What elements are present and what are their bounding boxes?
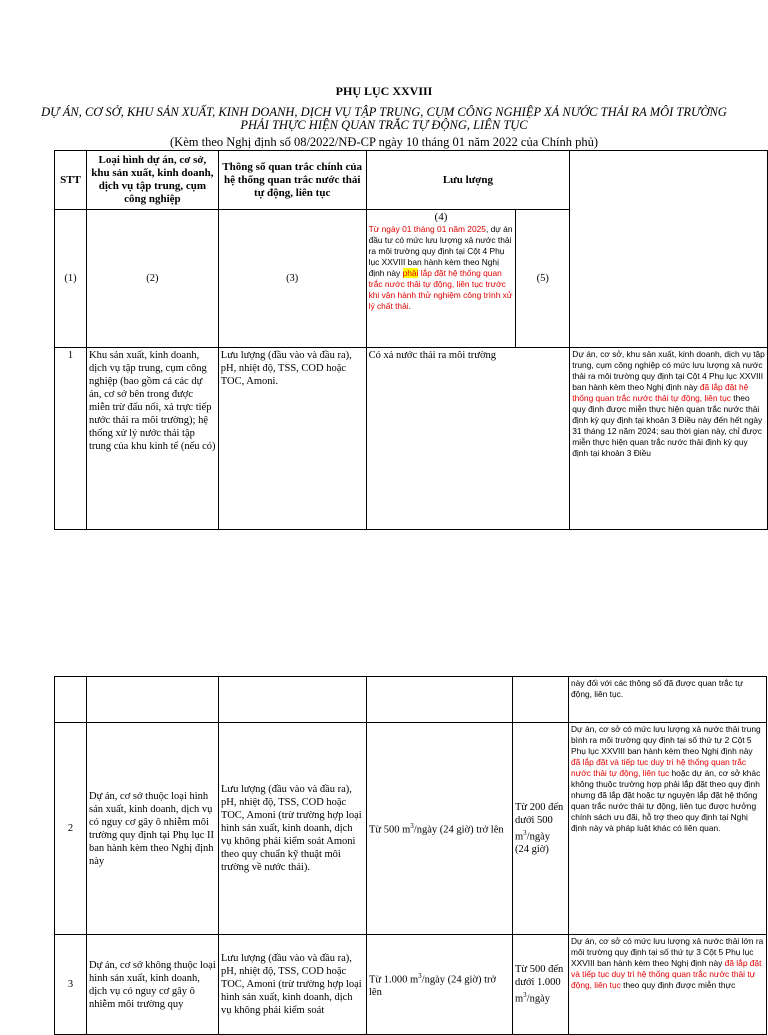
row2-flow5: Từ 200 đến dưới 500 $m^3$/ngày (24 giờ) — [513, 723, 569, 935]
cont-stt — [55, 677, 87, 723]
monitoring-table-part1 — [54, 150, 768, 530]
row3-type: Dự án, cơ sở không thuộc loại hình sản xuất, kinh doanh, dịch vụ có nguy cơ gây ô nhiễm môi trường quy — [87, 935, 219, 1035]
row3-note: Dự án, cơ sở có mức lưu lượng xả nước thải lớn ra môi trường quy định tại số thứ tự 3 Cột 5 Phụ lục XXVIII ban hành kèm theo Nghị định này đã lắp đặt và tiếp tục duy trì hệ thống quan trắc nước thải tự động, liên tục theo quy định được miễn thực — [569, 935, 767, 1035]
row1-flow: Có xả nước thải ra môi trường — [366, 348, 570, 530]
row3-stt: 3 — [55, 935, 87, 1035]
row1-type: Khu sản xuất, kinh doanh, dịch vụ tập trung, cụm công nghiệp (bao gồm cả các dự án, cơ sở bên trong được miễn trừ đấu nối, xả trực tiếp nước thải ra môi trường); hệ thống xử lý nước thải tập trung của khu kinh tế (nếu có) — [86, 348, 218, 530]
row2-note: Dự án, cơ sở có mức lưu lượng xả nước thải trung bình ra môi trường quy định tại số thứ tự 2 Cột 5 Phụ lục XXVIII ban hành kèm theo Nghị định này đã lắp đặt và tiếp tục duy trì hệ thống quan trắc nước thải tự động, liên tục hoặc dự án, cơ sở khác không thuộc trường hợp phải lắp đặt theo quy định nhưng đã lắp đặt hoặc tự nguyện lắp đặt hệ thống quan trắc nước thải tự động, liên tục được hưởng chính sách ưu đãi, hỗ trợ theo quy định tại Nghị định này và pháp luật khác có liên quan. — [569, 723, 767, 935]
row3-flow5: Từ 500 đến dưới 1.000 $m^3$/ngày — [513, 935, 569, 1035]
header-col6-empty — [570, 151, 768, 348]
table-row — [55, 677, 767, 723]
header-col2: Loại hình dự án, cơ sở, khu sản xuất, kinh doanh, dịch vụ tập trung, cụm công nghiệp — [86, 151, 218, 210]
row2-type: Dự án, cơ sở thuộc loại hình sản xuất, kinh doanh, dịch vụ có nguy cơ gây ô nhiễm môi trường quy định tại Phụ lục II ban hành kèm theo Nghị định này — [87, 723, 219, 935]
appendix-subtitle-line2: PHẢI THỰC HIỆN QUAN TRẮC TỰ ĐỘNG, LIÊN TỤC — [240, 118, 528, 132]
cont-params — [219, 677, 367, 723]
row3-flow4: Từ 1.000 $m^3$/ngày (24 giờ) trở lên — [367, 935, 513, 1035]
header-col4: Lưu lượng — [366, 151, 570, 210]
row2-stt: 2 — [55, 723, 87, 935]
appendix-note: (Kèm theo Nghị định số 08/2022/NĐ-CP ngày 10 tháng 01 năm 2022 của Chính phủ) — [170, 135, 598, 149]
row2-flow4: Từ 500 $m^3$/ngày (24 giờ) trở lên — [367, 723, 513, 935]
table-header-row — [55, 151, 768, 210]
num-5: (5) — [516, 210, 570, 348]
row2-params: Lưu lượng (đầu vào và đầu ra), pH, nhiệt độ, TSS, COD hoặc TOC, Amoni (trừ trường hợp loại hình sản xuất, kinh doanh, dịch vụ không phải kiểm soát Amoni theo quy chuẩn kỹ thuật môi trường về nước thải). — [219, 723, 367, 935]
cont-flow4 — [367, 677, 513, 723]
row1-stt: 1 — [55, 348, 87, 530]
cont-flow5 — [513, 677, 569, 723]
table-row — [55, 348, 768, 530]
num-3: (3) — [218, 210, 366, 348]
row1-params: Lưu lượng (đầu vào và đầu ra), pH, nhiệt độ, TSS, COD hoặc TOC, Amoni. — [218, 348, 366, 530]
row3-params: Lưu lượng (đầu vào và đầu ra), pH, nhiệt độ, TSS, COD hoặc TOC, Amoni (trừ trường hợp loại hình sản xuất, kinh doanh, dịch vụ không phải kiểm soát — [219, 935, 367, 1035]
cont-type — [87, 677, 219, 723]
num-4: (4) — [434, 211, 448, 223]
appendix-subtitle — [0, 106, 768, 132]
num-2: (2) — [86, 210, 218, 348]
row1-note: Dự án, cơ sở, khu sản xuất, kinh doanh, dịch vụ tập trung, cụm công nghiệp có mức lưu lượng xả nước thải ra môi trường quy định tại Cột 4 Phụ lục XXVIII ban hành kèm theo Nghị định này đã lắp đặt hệ thống quan trắc nước thải tự động, liên tục theo quy định được miễn thực hiện quan trắc nước thải định kỳ quy định tại khoản 3 Điều này đến hết ngày 31 tháng 12 năm 2024; sau thời gian này, chỉ được miễn thực hiện quan trắc nước thải định kỳ quy định tại khoản 3 Điều — [570, 348, 768, 530]
appendix-title: PHỤ LỤC XXVIII — [335, 84, 433, 98]
appendix-subtitle-line1: DỰ ÁN, CƠ SỞ, KHU SẢN XUẤT, KINH DOANH, DỊCH VỤ TẬP TRUNG, CỤM CÔNG NGHIỆP XẢ NƯỚC THẢI RA MÔI TRƯỜNG — [41, 105, 727, 119]
header-col3: Thông số quan trắc chính của hệ thống quan trắc nước thải tự động, liên tục — [218, 151, 366, 210]
monitoring-table-part2 — [54, 676, 767, 1035]
table-row — [55, 723, 767, 935]
header-stt: STT — [55, 151, 87, 210]
num-4-text: Từ ngày 01 tháng 01 năm 2025, dự án đầu tư có mức lưu lượng xả nước thải ra môi trường quy định tại Cột 4 Phụ lục XXVIII ban hành kèm theo Nghị định này phải lắp đặt hệ thống quan trắc nước thải tự động, liên tục trước khi vận hành thử nghiệm công trình xử lý chất thải. — [368, 224, 513, 311]
table-row — [55, 935, 767, 1035]
cont-note: này đối với các thông số đã được quan trắc tự động, liên tục. — [569, 677, 767, 723]
num-4-cell — [366, 210, 516, 348]
num-1: (1) — [55, 210, 87, 348]
